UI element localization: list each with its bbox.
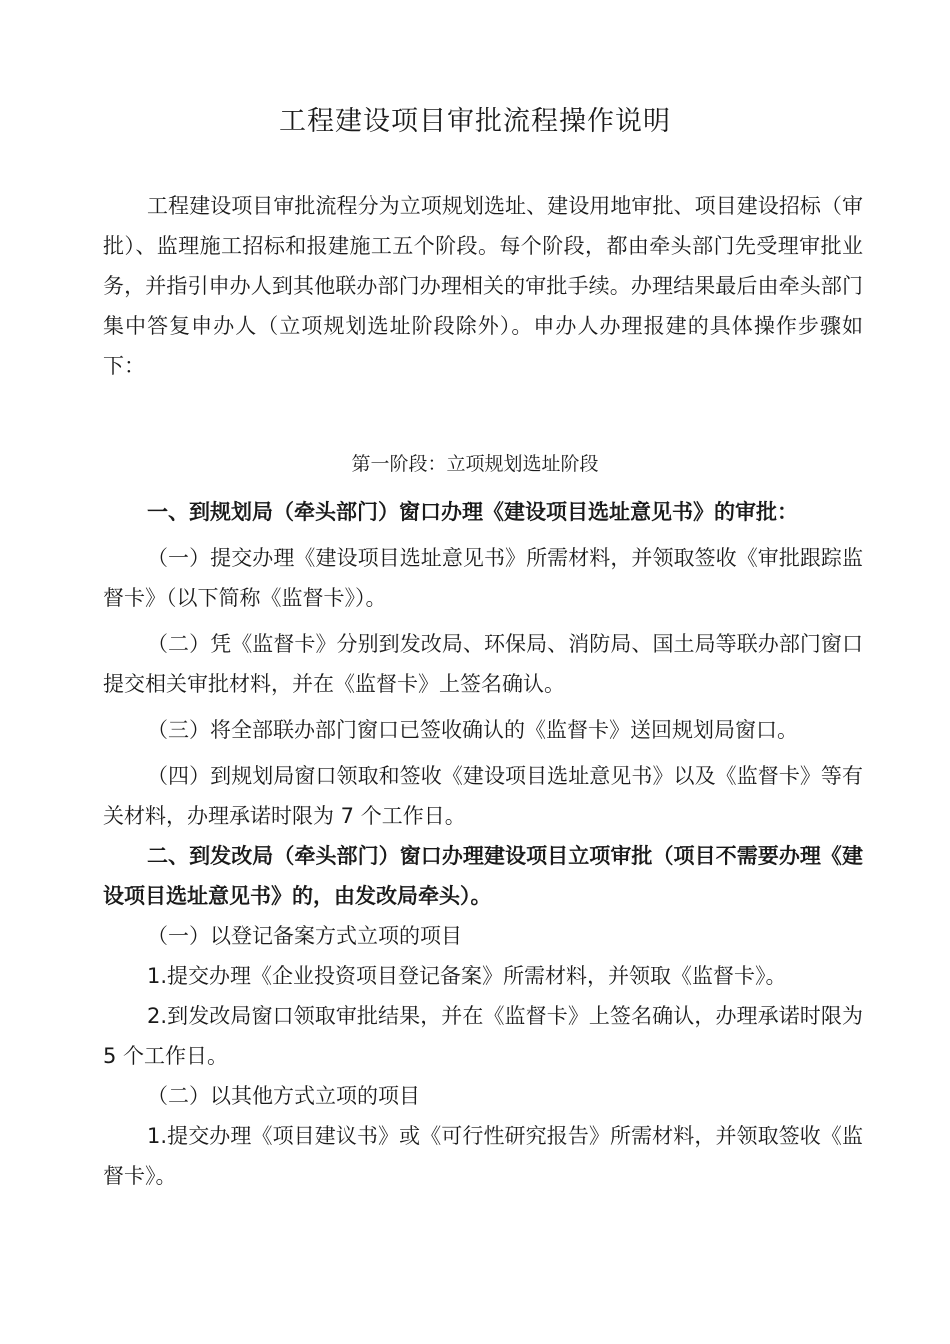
section-2-sub-1-item-2: 2.到发改局窗口领取审批结果，并在《监督卡》上签名确认，办理承诺时限为 5 个工作日。 [103,1004,863,1068]
section-2-sub-1-heading: （一）以登记备案方式立项的项目 [147,924,462,948]
section-1-item-3: （三）将全部联办部门窗口已签收确认的《监督卡》送回规划局窗口。 [147,718,798,742]
section-1-item-1: （一）提交办理《建设项目选址意见书》所需材料，并领取签收《审批跟踪监督卡》（以下简称《监督卡》）。 [103,546,863,610]
section-2-sub-1-item-1: 1.提交办理《企业投资项目登记备案》所需材料，并领取《监督卡》。 [147,964,787,988]
section-1-heading: 一、到规划局（牵头部门）窗口办理《建设项目选址意见书》的审批： [147,500,798,524]
section-2-sub-2-item-1: 1.提交办理《项目建议书》或《可行性研究报告》所需材料，并领取签收《监督卡》。 [103,1124,863,1188]
document-body [103,492,863,1196]
section-2-heading: 二、到发改局（牵头部门）窗口办理建设项目立项审批（项目不需要办理《建设项目选址意见书》的，由发改局牵头）。 [103,844,863,908]
intro-paragraph: 工程建设项目审批流程分为立项规划选址、建设用地审批、项目建设招标（审批）、监理施工招标和报建施工五个阶段。每个阶段，都由牵头部门先受理审批业务，并指引申办人到其他联办部门办理相关的审批手续。办理结果最后由牵头部门集中答复申办人（立项规划选址阶段除外）。申办人办理报建的具体操作步骤如下： [103,194,863,378]
section-1-item-4: （四）到规划局窗口领取和签收《建设项目选址意见书》以及《监督卡》等有关材料，办理承诺时限为 7 个工作日。 [103,764,863,828]
stage-heading: 第一阶段：立项规划选址阶段 [351,453,599,475]
document-title: 工程建设项目审批流程操作说明 [279,106,671,137]
section-2-sub-2-heading: （二）以其他方式立项的项目 [147,1084,420,1108]
section-1-item-2: （二）凭《监督卡》分别到发改局、环保局、消防局、国土局等联办部门窗口提交相关审批材料，并在《监督卡》上签名确认。 [103,632,863,696]
